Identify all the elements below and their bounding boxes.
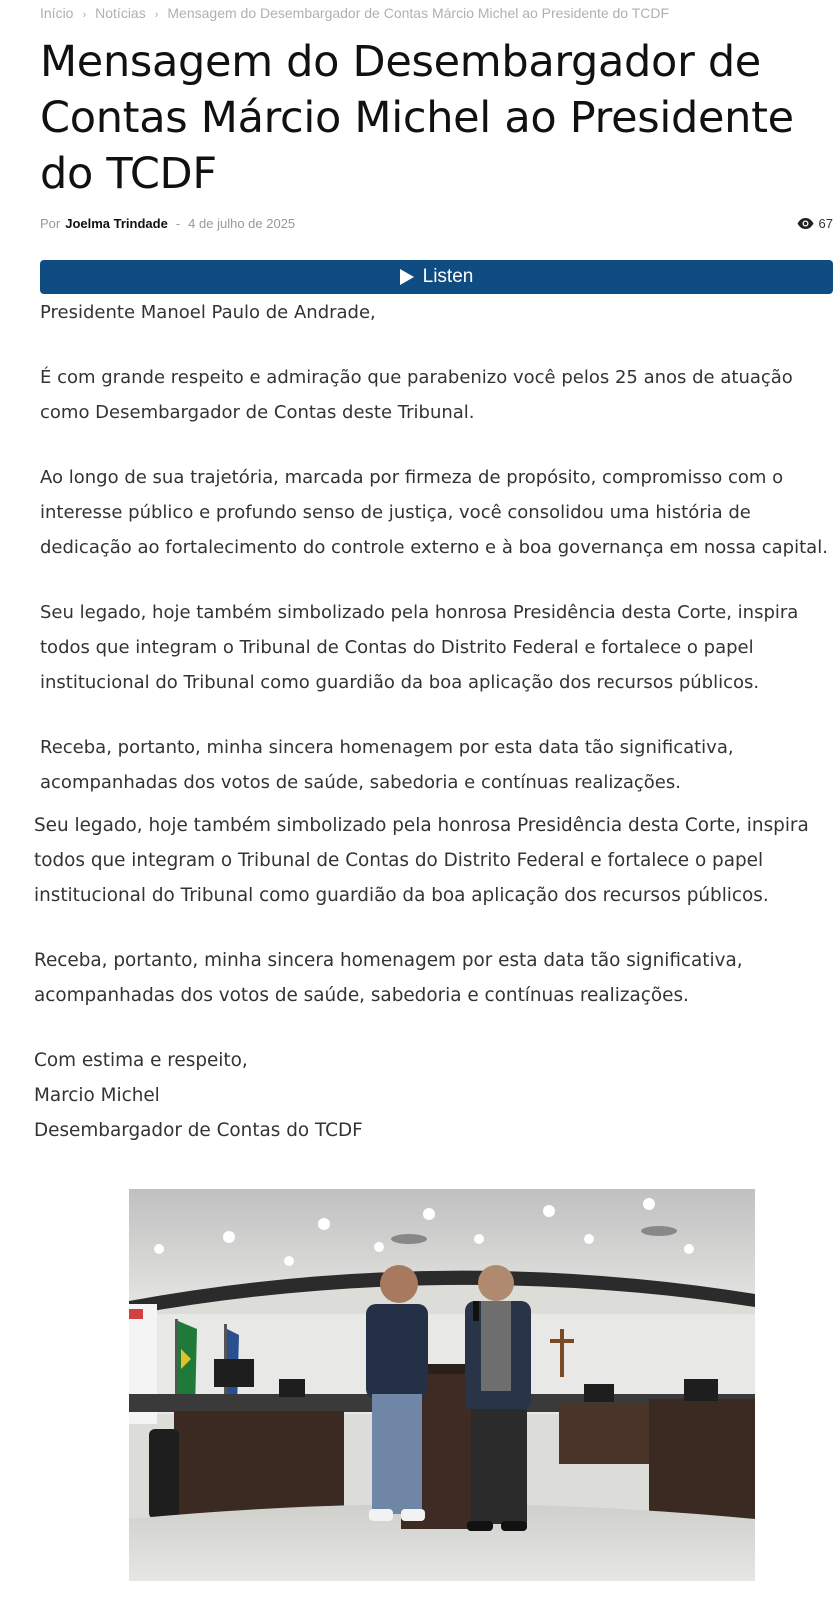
signature-closing: Com estima e respeito, bbox=[34, 1050, 248, 1071]
by-label: Por bbox=[40, 216, 61, 231]
author-link[interactable]: Joelma Trindade bbox=[65, 216, 168, 231]
signature-name: Marcio Michel bbox=[34, 1085, 160, 1106]
article-body-first bbox=[40, 295, 840, 830]
article-photo bbox=[129, 1189, 755, 1581]
signature-role: Desembargador de Contas do TCDF bbox=[34, 1120, 363, 1141]
article-meta bbox=[40, 216, 833, 231]
paragraph: É com grande respeito e admiração que parabenizo você pelos 25 anos de atuação como Desembargador de Contas deste Tribunal. bbox=[40, 367, 793, 423]
breadcrumb-news[interactable]: Notícias bbox=[95, 5, 146, 21]
paragraph: Receba, portanto, minha sincera homenagem por esta data tão significativa, acompanhadas dos votos de saúde, sabedoria e contínuas realizações. bbox=[34, 950, 743, 1006]
listen-button[interactable] bbox=[40, 260, 833, 294]
play-icon bbox=[400, 269, 414, 285]
breadcrumb-separator: › bbox=[82, 9, 87, 21]
breadcrumb-separator: › bbox=[154, 9, 159, 21]
breadcrumb-home[interactable]: Início bbox=[40, 5, 74, 21]
paragraph: Seu legado, hoje também simbolizado pela honrosa Presidência desta Corte, inspira todos que integram o Tribunal de Contas do Distrito Federal e fortalece o papel institucional do Tribunal como guardião da boa aplicação dos recursos públicos. bbox=[34, 815, 809, 906]
meta-separator: - bbox=[175, 216, 181, 231]
signature bbox=[34, 1043, 834, 1148]
salutation: Presidente Manoel Paulo de Andrade, bbox=[40, 302, 376, 323]
article-body-second bbox=[34, 808, 834, 1148]
paragraph: Receba, portanto, minha sincera homenagem por esta data tão significativa, acompanhadas dos votos de saúde, sabedoria e contínuas realizações. bbox=[40, 737, 734, 793]
breadcrumb-current: Mensagem do Desembargador de Contas Márcio Michel ao Presidente do TCDF bbox=[167, 5, 670, 21]
courtroom-photo bbox=[129, 1189, 755, 1581]
breadcrumb bbox=[40, 5, 820, 21]
publish-date: 4 de julho de 2025 bbox=[188, 216, 296, 231]
views-count bbox=[797, 216, 833, 231]
eye-icon bbox=[797, 218, 814, 229]
listen-label: Listen bbox=[422, 266, 474, 287]
paragraph: Seu legado, hoje também simbolizado pela honrosa Presidência desta Corte, inspira todos que integram o Tribunal de Contas do Distrito Federal e fortalece o papel institucional do Tribunal como guardião da boa aplicação dos recursos públicos. bbox=[40, 602, 799, 693]
views-number: 67 bbox=[818, 216, 833, 231]
article-title: Mensagem do Desembargador de Contas Márcio Michel ao Presidente do TCDF bbox=[40, 37, 794, 199]
paragraph: Ao longo de sua trajetória, marcada por firmeza de propósito, compromisso com o interesse público e profundo senso de justiça, você consolidou uma história de dedicação ao fortalecimento do controle externo e à boa governança em nossa capital. bbox=[40, 467, 828, 558]
